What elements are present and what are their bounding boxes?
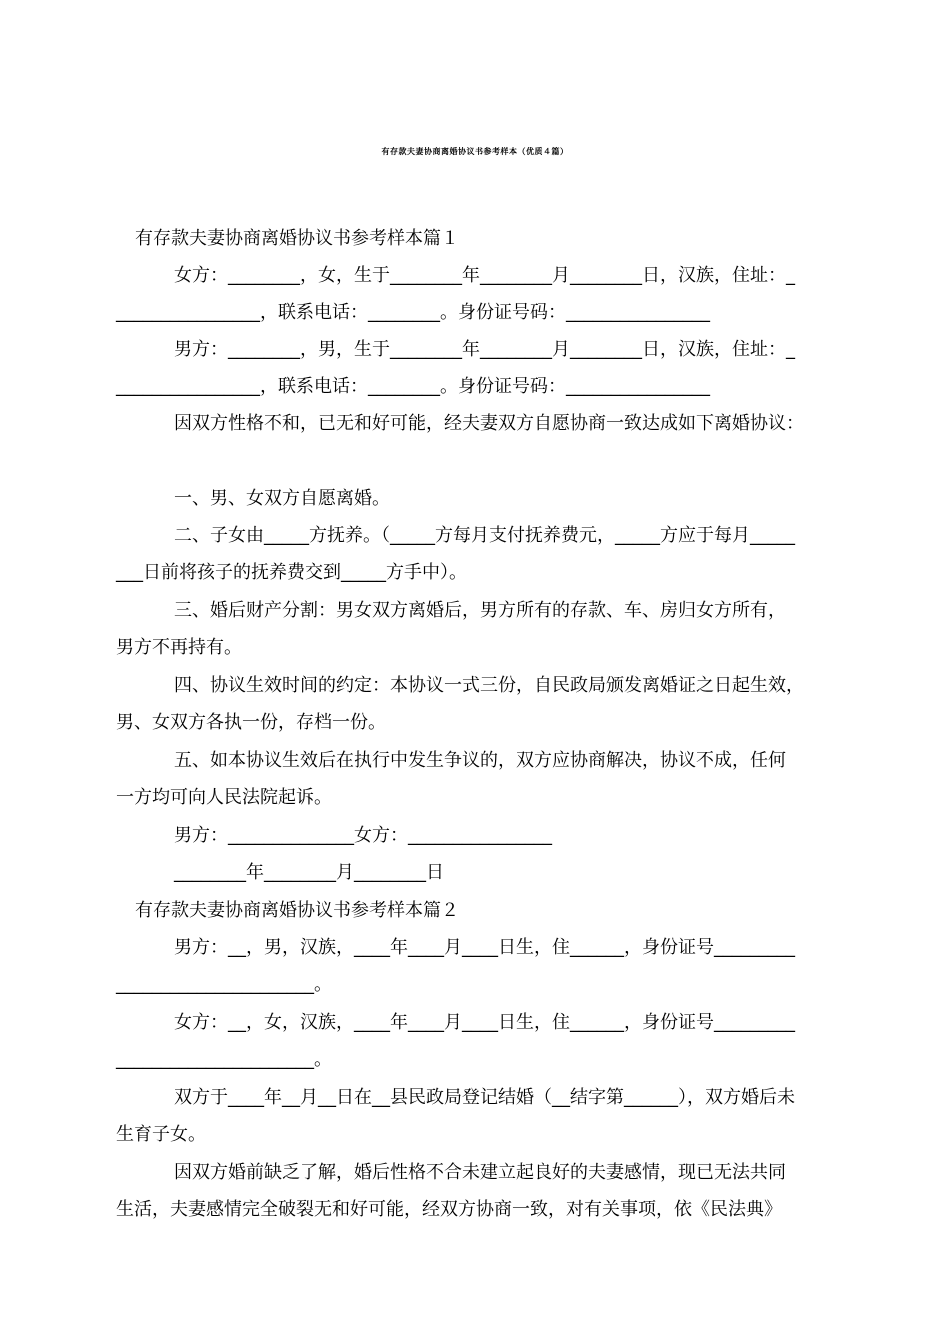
paragraph-line: 生育子女。 bbox=[116, 1124, 206, 1145]
date-line: ________年________月________日 bbox=[174, 862, 444, 883]
section-heading-2: 有存款夫妻协商离婚协议书参考样本篇２ bbox=[135, 900, 459, 921]
clause-line: 五、如本协议生效后在执行中发生争议的，双方应协商解决，协议不成，任何 bbox=[174, 750, 786, 771]
paragraph-line: ______________________。 bbox=[116, 974, 332, 995]
paragraph-line: ________________，联系电话：________。身份证号码：________________ bbox=[116, 302, 710, 323]
clause-line: 二、子女由_____方抚养。（_____方每月支付抚养费元，_____方应于每月_____ bbox=[174, 525, 795, 546]
section-heading-1: 有存款夫妻协商离婚协议书参考样本篇１ bbox=[135, 228, 459, 249]
clause-line: 男方不再持有。 bbox=[116, 637, 242, 658]
document-title: 有存款夫妻协商离婚协议书参考样本（优质４篇） bbox=[381, 147, 569, 156]
signature-line: 男方：______________女方：________________ bbox=[174, 825, 552, 846]
paragraph-line: 双方于____年__月__日在__县民政局登记结婚（__结字第______），双方婚后未 bbox=[174, 1087, 795, 1108]
paragraph-line: 女方：________，女，生于________年________月________日，汉族，住址：_ bbox=[174, 265, 795, 286]
paragraph-line: 因双方性格不和，已无和好可能，经夫妻双方自愿协商一致达成如下离婚协议： bbox=[174, 413, 804, 434]
paragraph-line: 因双方婚前缺乏了解，婚后性格不合未建立起良好的夫妻感情，现已无法共同 bbox=[174, 1162, 786, 1183]
clause-line: 四、协议生效时间的约定：本协议一式三份，自民政局颁发离婚证之日起生效， bbox=[174, 675, 804, 696]
paragraph-line: 男方：________，男，生于________年________月________日，汉族，住址：_ bbox=[174, 339, 795, 360]
paragraph-line: ______________________。 bbox=[116, 1049, 332, 1070]
clause-line: 三、婚后财产分割：男女双方离婚后，男方所有的存款、车、房归女方所有， bbox=[174, 600, 786, 621]
clause-line: 一、男、女双方自愿离婚。 bbox=[174, 488, 390, 509]
paragraph-line: 女方：__，女，汉族，____年____月____日生，住______，身份证号_________ bbox=[174, 1012, 795, 1033]
paragraph-line: ________________，联系电话：________。身份证号码：________________ bbox=[116, 376, 710, 397]
clause-line: 男、女双方各执一份，存档一份。 bbox=[116, 712, 386, 733]
clause-line: 一方均可向人民法院起诉。 bbox=[116, 787, 332, 808]
clause-line: ___日前将孩子的抚养费交到_____方手中）。 bbox=[116, 562, 467, 583]
paragraph-line: 生活，夫妻感情完全破裂无和好可能，经双方协商一致，对有关事项，依《民法典》 bbox=[116, 1199, 782, 1220]
paragraph-line: 男方：__，男，汉族，____年____月____日生，住______，身份证号_________ bbox=[174, 937, 795, 958]
